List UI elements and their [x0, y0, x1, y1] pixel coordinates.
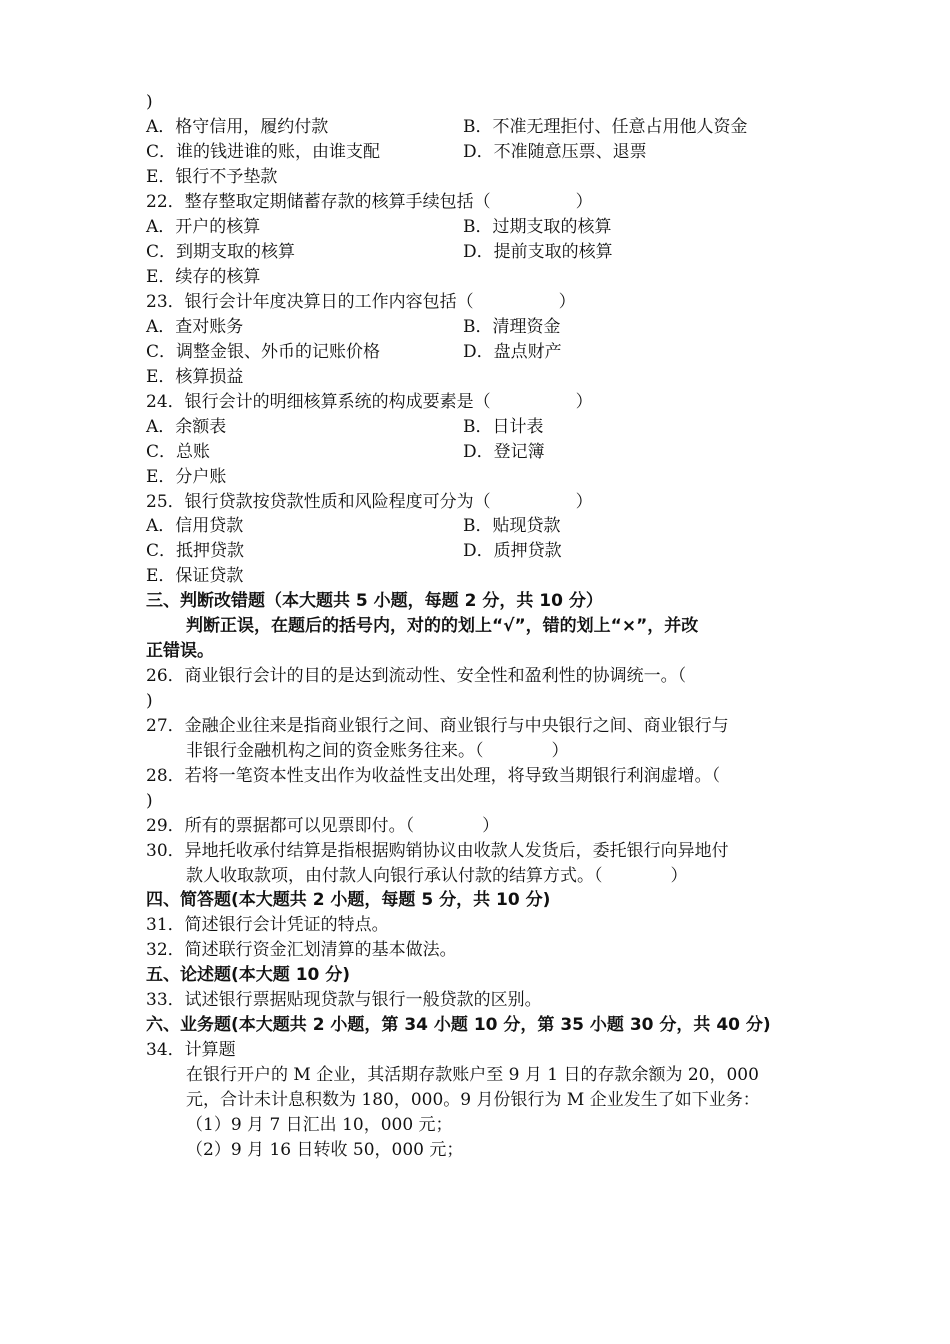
section3-instruction: 判断正误，在题后的括号内，对的的划上“√”，错的划上“×”，并改	[186, 616, 699, 636]
q25-option-c: C．抵押贷款	[146, 541, 245, 561]
q33-stem: 33．试述银行票据贴现贷款与银行一般贷款的区别。	[146, 990, 542, 1010]
section4-title: 四、简答题(本大题共 2 小题，每题 5 分，共 10 分)	[146, 890, 551, 910]
q21-option-d: D．不准随意压票、退票	[463, 142, 647, 162]
q25-option-a: A．信用贷款	[146, 516, 244, 536]
q25-option-b: B．贴现贷款	[463, 516, 561, 536]
q26-stem: 26．商业银行会计的目的是达到流动性、安全性和盈利性的协调统一。（	[146, 666, 687, 686]
q23-option-c: C．调整金银、外币的记账价格	[146, 342, 381, 362]
q21-option-b: B．不准无理拒付、任意占用他人资金	[463, 117, 748, 137]
q22-stem: 22．整存整取定期储蓄存款的核算手续包括（ ）	[146, 192, 593, 212]
q25-option-e: E．保证贷款	[146, 566, 244, 586]
q27-stem-cont: 非银行金融机构之间的资金账务往来。（ ）	[186, 741, 569, 761]
q23-option-e: E．核算损益	[146, 367, 244, 387]
q22-option-b: B．过期支取的核算	[463, 217, 612, 237]
q23-option-d: D．盘点财产	[463, 342, 562, 362]
q34-paragraph-cont: 元，合计未计息积数为 180，000。9 月份银行为 M 企业发生了如下业务：	[186, 1090, 760, 1110]
q31-stem: 31．简述银行会计凭证的特点。	[146, 915, 389, 935]
q22-option-a: A．开户的核算	[146, 217, 261, 237]
q24-stem: 24．银行会计的明细核算系统的构成要素是（ ）	[146, 392, 593, 412]
q34-item-1: （1）9 月 7 日汇出 10，000 元；	[186, 1115, 453, 1135]
q23-option-a: A．查对账务	[146, 317, 244, 337]
section3-title: 三、判断改错题（本大题共 5 小题，每题 2 分，共 10 分）	[146, 591, 603, 611]
q23-stem: 23．银行会计年度决算日的工作内容包括（ ）	[146, 292, 576, 312]
q21-option-c: C．谁的钱进谁的账，由谁支配	[146, 142, 381, 162]
q28-stem: 28．若将一笔资本性支出作为收益性支出处理，将导致当期银行利润虚增。（	[146, 766, 721, 786]
q30-stem-cont: 款人收取款项，由付款人向银行承认付款的结算方式。（ ）	[186, 866, 688, 886]
q24-option-e: E．分户账	[146, 467, 227, 487]
section6-title: 六、业务题(本大题共 2 小题，第 34 小题 10 分，第 35 小题 30 分，共 40 分)	[146, 1015, 771, 1035]
q26-paren-close: )	[146, 691, 153, 711]
q22-option-c: C．到期支取的核算	[146, 242, 296, 262]
q28-paren-close: )	[146, 791, 153, 811]
q34-paragraph: 在银行开户的 M 企业，其活期存款账户至 9 月 1 日的存款余额为 20，000	[186, 1065, 759, 1085]
q21-paren-close: )	[146, 92, 153, 112]
q21-option-e: E．银行不予垫款	[146, 167, 278, 187]
q29-stem: 29．所有的票据都可以见票即付。（ ）	[146, 816, 500, 836]
q25-stem: 25．银行贷款按贷款性质和风险程度可分为（ ）	[146, 492, 593, 512]
section5-title: 五、论述题(本大题 10 分)	[146, 965, 351, 985]
q32-stem: 32．简述联行资金汇划清算的基本做法。	[146, 940, 457, 960]
q24-option-c: C．总账	[146, 442, 211, 462]
q24-option-a: A．余额表	[146, 417, 227, 437]
q34-stem: 34．计算题	[146, 1040, 236, 1060]
q22-option-d: D．提前支取的核算	[463, 242, 613, 262]
q24-option-d: D．登记簿	[463, 442, 545, 462]
q27-stem: 27．金融企业往来是指商业银行之间、商业银行与中央银行之间、商业银行与	[146, 716, 729, 736]
q25-option-d: D．质押贷款	[463, 541, 562, 561]
q30-stem: 30．异地托收承付结算是指根据购销协议由收款人发货后，委托银行向异地付	[146, 841, 729, 861]
q22-option-e: E．续存的核算	[146, 267, 261, 287]
q24-option-b: B．日计表	[463, 417, 544, 437]
q21-option-a: A．格守信用，履约付款	[146, 117, 329, 137]
q34-item-2: （2）9 月 16 日转收 50，000 元；	[186, 1140, 464, 1160]
section3-instruction-cont: 正错误。	[146, 641, 214, 661]
q23-option-b: B．清理资金	[463, 317, 561, 337]
